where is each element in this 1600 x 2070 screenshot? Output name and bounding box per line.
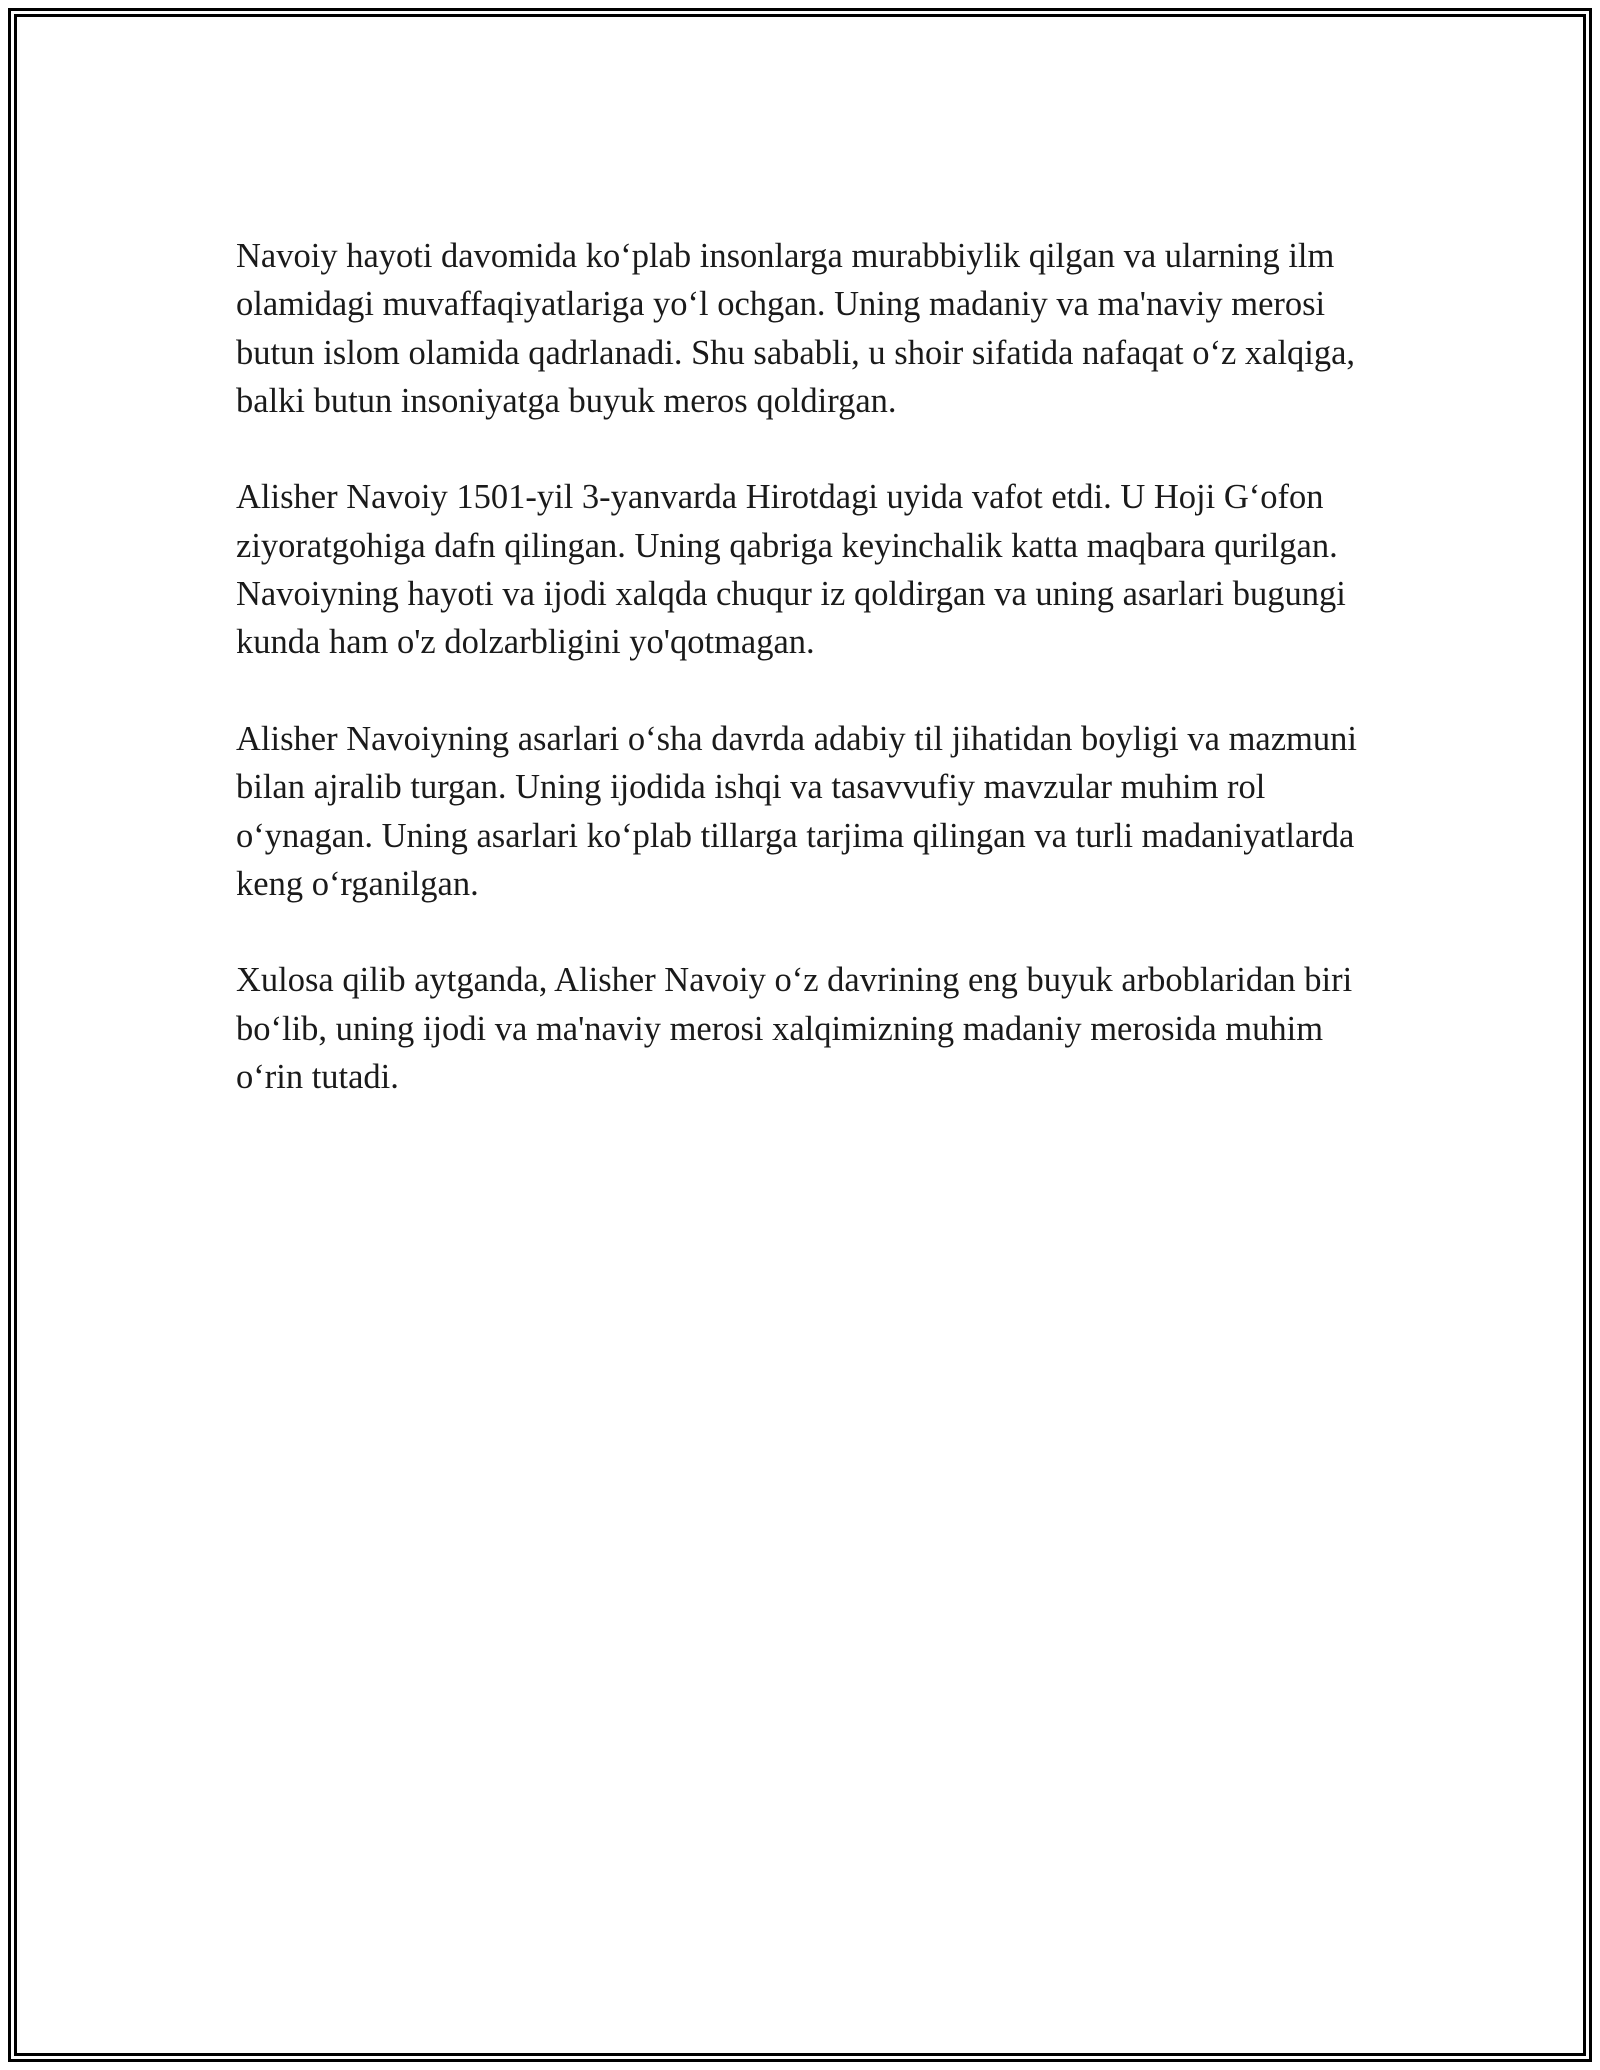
paragraph-legacy: Navoiy hayoti davomida ko‘plab insonlarga murabbiylik qilgan va ularning ilm olamidagi muvaffaqiyatlariga yo‘l ochgan. Uning madaniy va ma'naviy merosi butun islom olamida qadrlanadi. Shu sababli, u shoir sifatida nafaqat o‘z xalqiga, balki butun insoniyatga buyuk meros qoldirgan.: [236, 237, 1356, 420]
paragraph-conclusion: Xulosa qilib aytganda, Alisher Navoiy o‘z davrining eng buyuk arboblaridan biri bo‘lib, uning ijodi va ma'naviy merosi xalqimizning madaniy merosida muhim o‘rin tutadi.: [236, 961, 1353, 1097]
paragraph-works: Alisher Navoiyning asarlari o‘sha davrda adabiy til jihatidan boyligi va mazmuni bilan ajralib turgan. Uning ijodida ishqi va tasavvufiy mavzular muhim rol o‘ynagan. Uning asarlari ko‘plab tillarga tarjima qilingan va turli madaniyatlarda keng o‘rganilgan.: [236, 719, 1357, 903]
paragraph-death: Alisher Navoiy 1501-yil 3-yanvarda Hirotdagi uyida vafot etdi. U Hoji G‘ofon ziyoratgohiga dafn qilingan. Uning qabriga keyinchalik katta maqbara qurilgan. Navoiyning hayoti va ijodi xalqda chuqur iz qoldirgan va uning asarlari bugungi kunda ham o'z dolzarbligini yo'qotmagan.: [236, 478, 1346, 662]
document-body: [236, 232, 1376, 1150]
